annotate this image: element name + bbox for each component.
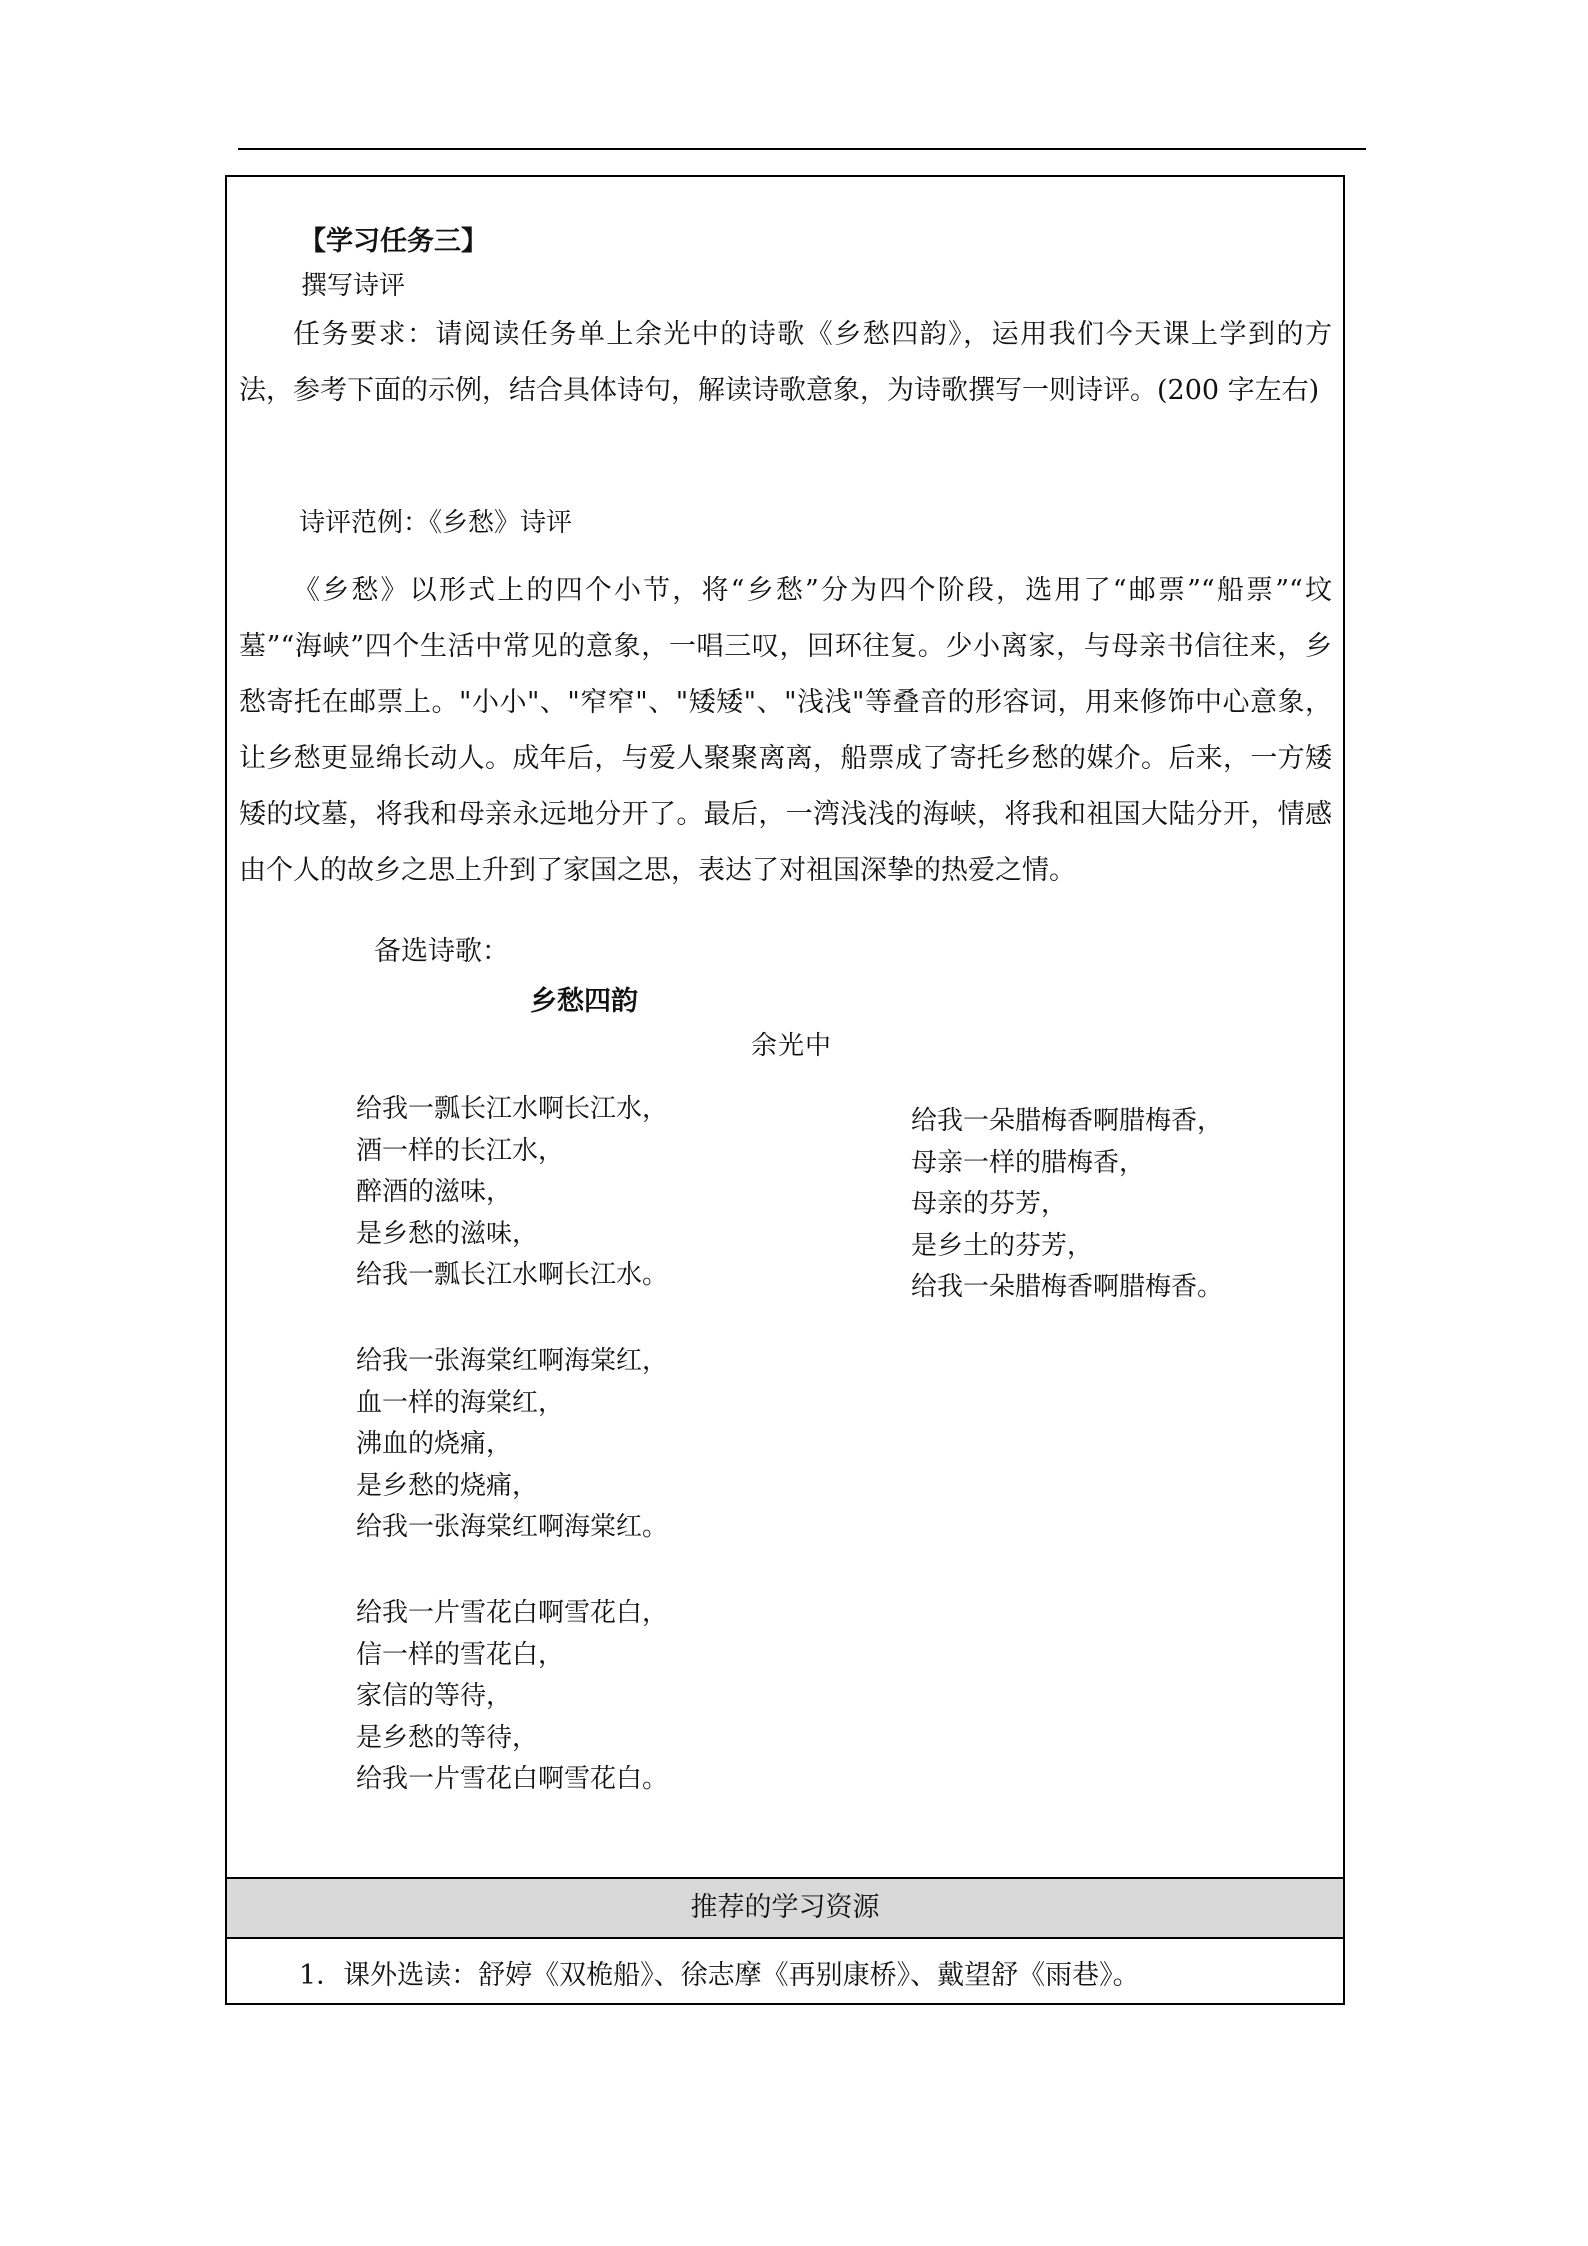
poem-line: 母亲一样的腊梅香， [911,1147,1146,1178]
poem-stanza-3 [356,1593,668,1801]
page-header-rule [238,148,1366,150]
poem-stanza-4 [911,1101,1223,1309]
poem-line: 给我一朵腊梅香啊腊梅香， [911,1106,1224,1136]
task-title: 【学习任务三】 [299,226,488,257]
poem-line: 信一样的雪花白， [356,1639,565,1670]
poem-line: 给我一瓢长江水啊长江水。 [356,1260,669,1290]
poem-author: 余光中 [751,1031,833,1061]
poem-line: 是乡愁的等待， [356,1722,539,1753]
task-subtitle: 撰写诗评 [301,271,406,301]
poem-line: 是乡愁的烧痛， [356,1470,539,1501]
task-cell [227,177,1343,1877]
poem-title: 乡愁四韵 [530,986,638,1017]
resource-item: 1．课外选读：舒婷《双桅船》、徐志摩《再别康桥》、戴望舒《雨巷》。 [299,1960,1140,1991]
example-label: 诗评范例：《乡愁》诗评 [299,508,573,538]
poem-line: 血一样的海棠红， [356,1387,565,1418]
worksheet-table [225,175,1345,2005]
poem-line: 给我一张海棠红啊海棠红， [356,1346,669,1376]
poem-line: 给我一瓢长江水啊长江水， [356,1094,669,1124]
poem-line: 家信的等待， [356,1681,513,1711]
poem-line: 是乡土的芬芳， [911,1230,1094,1261]
poem-stanza-2 [356,1341,668,1549]
poem-line: 是乡愁的滋味， [356,1218,539,1249]
poem-line: 酒一样的长江水， [356,1135,565,1166]
resources-header: 推荐的学习资源 [227,1877,1343,1939]
poem-line: 沸血的烧痛， [356,1429,513,1459]
poem-line: 给我一朵腊梅香啊腊梅香。 [911,1272,1224,1302]
poem-line: 醉酒的滋味， [356,1177,513,1207]
poem-line: 给我一片雪花白啊雪花白。 [356,1764,669,1794]
poem-line: 给我一片雪花白啊雪花白， [356,1598,669,1628]
alternative-poem-label: 备选诗歌： [374,936,509,967]
poem-line: 母亲的芬芳， [911,1189,1068,1219]
task-requirement: 任务要求：请阅读任务单上余光中的诗歌《乡愁四韵》，运用我们今天课上学到的方法，参考下面的示例，结合具体诗句，解读诗歌意象，为诗歌撰写一则诗评。(200 字左右) [239,319,1332,406]
poem-line: 给我一张海棠红啊海棠红。 [356,1512,669,1542]
poem-stanza-1 [356,1089,668,1297]
example-text: 《乡愁》以形式上的四个小节，将“乡愁”分为四个阶段，选用了“邮票”“船票”“坟墓”“海峡”四个生活中常见的意象，一唱三叹，回环往复。少小离家，与母亲书信往来，乡愁寄托在邮票上。"小小"、"窄窄"、"矮矮"、"浅浅"等叠音的形容词，用来修饰中心意象，让乡愁更显绵长动人。成年后，与爱人聚聚离离，船票成了寄托乡愁的媒介。后来，一方矮矮的坟墓，将我和母亲永远地分开了。最后，一湾浅浅的海峡，将我和祖国大陆分开，情感由个人的故乡之思上升到了家国之思，表达了对祖国深挚的热爱之情。 [239,575,1332,886]
